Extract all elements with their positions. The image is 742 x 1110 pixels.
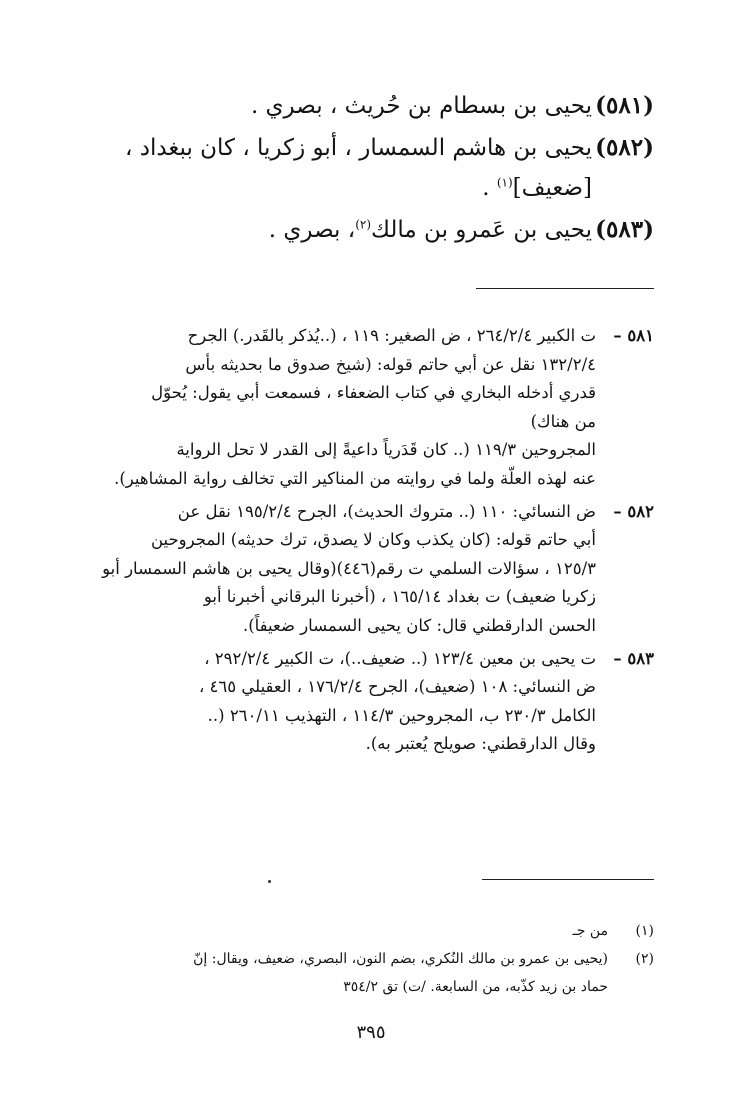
note-line: ١٣٢/٢/٤ نقل عن أبي حاتم قوله: (شيخ صدوق ما بحديثه بأس: [185, 354, 596, 374]
note-line: ١٢٥/٣ ، سؤالات السلمي ت رقم(٤٤٦)(وقال يحيى بن هاشم السمسار أبو: [102, 558, 596, 578]
entry-text: [74, 210, 592, 250]
footnotes: [64, 917, 654, 1001]
annotation-notes: [64, 322, 654, 763]
entry-583: [74, 210, 654, 250]
footnote-line: من جـ: [572, 923, 608, 939]
page-number: ٣٩٥: [356, 1022, 386, 1043]
entry-tail: ، بصري .: [268, 217, 356, 243]
entry-number: (٥٨٢): [595, 134, 654, 161]
note-line: المجروحين ١١٩/٣ (.. كان قَدَرياً داعيةً إلى القدر لا تحل الرواية: [176, 440, 596, 460]
note-number: ٥٨٢ –: [613, 501, 654, 521]
footnote-number: (٢): [635, 951, 654, 967]
entry-end-mark: .: [482, 175, 490, 201]
note-line: قدري أدخله البخاري في كتاب الضعفاء ، فسمعت أبي يقول: يُحوّل: [151, 383, 596, 403]
entry-text: يحيى بن هاشم السمسار ، أبو زكريا ، كان ببغداد ،: [124, 135, 592, 161]
entry-name: يحيى بن عَمرو بن مالك: [371, 217, 592, 243]
note-line: الكامل ٢٣٠/٣ ب، المجروحين ١١٤/٣ ، التهذيب ٢٦٠/١١ (..: [207, 705, 596, 725]
footnote-1: [64, 917, 654, 945]
entry-581: [74, 86, 654, 126]
entry-number: (٥٨٣): [595, 216, 654, 243]
note-line: ض النسائي: ١٠٨ (ضعيف)، الجرح ١٧٦/٢/٤ ، العقيلي ٤٦٥ ،: [198, 677, 596, 697]
note-number: ٥٨٣ –: [613, 648, 654, 668]
stray-dot: [268, 880, 271, 883]
note-line: ت يحيى بن معين ١٢٣/٤ (.. ضعيف..)، ت الكبير ٢٩٢/٢/٤ ،: [204, 648, 596, 668]
note-line: زكريا ضعيف) ت بغداد ١٦٥/١٤ ، (أخبرنا البرقاني أخبرنا أبو: [203, 587, 596, 607]
note-line: أبي حاتم قوله: (كان يكذب وكان لا يصدق، ترك حديثه) المجروحين: [150, 530, 596, 550]
footnote-line: حماد بن زيد كذّبه، من السابعة. /ت) تق ٣٥٤/٢: [343, 979, 608, 995]
note-line: وقال الدارقطني: صويلح يُعتبر به).: [365, 734, 596, 754]
entry-number: (٥٨١): [595, 92, 654, 119]
note-line: من هناك): [530, 411, 596, 431]
entry-582: [74, 128, 654, 208]
note-581: [64, 322, 654, 494]
note-number: ٥٨١ –: [613, 326, 654, 345]
footnote-ref: (٢): [355, 217, 372, 232]
footnote-separator-rule: [482, 879, 654, 880]
footnote-ref: (١): [496, 175, 513, 190]
footnote-line: (يحيى بن عمرو بن مالك النُكري، بضم النون، البصري، ضعيف، ويقال: إنّ: [193, 951, 608, 967]
footnote-number: (١): [635, 923, 654, 939]
separator-rule: [476, 288, 654, 289]
note-line: الحسن الدارقطني قال: كان يحيى السمسار ضعيفاً).: [242, 615, 596, 635]
entry-text-continuation: [74, 168, 592, 208]
note-line: ض النسائي: ١١٠ (.. متروك الحديث)، الجرح ١٩٥/٢/٤ نقل عن: [177, 501, 596, 521]
note-line: ت الكبير ٢٦٤/٢/٤ ، ض الصغير: ١١٩ ، (..يُذكر بالقَدر.) الجرح: [187, 326, 596, 345]
main-entries: [74, 86, 654, 252]
note-583: [64, 645, 654, 759]
entry-grade: [ضعيف]: [512, 175, 592, 201]
note-582: [64, 498, 654, 641]
entry-text: يحيى بن بسطام بن حُريث ، بصري .: [250, 93, 592, 119]
footnote-2: [64, 945, 654, 1001]
note-line: عنه لهذه العلّة ولما في روايته من المناكير التي تخالف رواية المشاهير).: [114, 468, 596, 488]
